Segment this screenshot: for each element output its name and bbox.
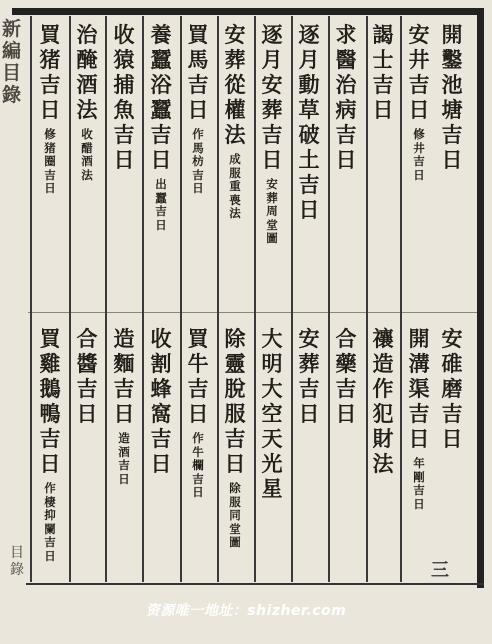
column-rule bbox=[30, 16, 32, 582]
heading-char: 造 bbox=[113, 326, 135, 351]
heading-char: 買 bbox=[187, 22, 209, 47]
entry-note bbox=[44, 128, 56, 196]
top-border bbox=[12, 8, 484, 15]
entry-heading bbox=[336, 22, 357, 172]
heading-char: 池 bbox=[441, 72, 463, 97]
heading-char: 吉 bbox=[335, 376, 357, 401]
heading-char: 雞 bbox=[39, 351, 61, 376]
heading-char: 日 bbox=[113, 401, 135, 426]
entry-note bbox=[44, 482, 56, 563]
toc-entry bbox=[258, 22, 286, 246]
entry-note bbox=[266, 178, 278, 246]
entry-heading bbox=[262, 22, 283, 172]
note-char: 酒 bbox=[118, 444, 130, 459]
note-char: 吉 bbox=[192, 167, 204, 182]
note-char: 棲 bbox=[44, 494, 56, 509]
heading-char: 牛 bbox=[187, 351, 209, 376]
heading-char: 醬 bbox=[76, 351, 98, 376]
entry-note bbox=[229, 482, 241, 550]
heading-char: 日 bbox=[335, 147, 357, 172]
heading-char: 吉 bbox=[261, 122, 283, 147]
note-char: 日 bbox=[44, 181, 56, 195]
heading-char: 天 bbox=[261, 426, 283, 451]
heading-char: 浴 bbox=[150, 72, 172, 97]
column-rule bbox=[105, 16, 107, 582]
note-char: 吉 bbox=[192, 471, 204, 486]
heading-char: 星 bbox=[261, 476, 283, 501]
note-char: 吉 bbox=[413, 154, 425, 168]
heading-char: 日 bbox=[261, 147, 283, 172]
entry-heading bbox=[262, 326, 283, 501]
column-rule bbox=[254, 16, 256, 582]
entry-heading bbox=[77, 326, 98, 426]
heading-char: 錄 bbox=[2, 84, 22, 106]
heading-char: 葬 bbox=[298, 351, 320, 376]
heading-char: 麵 bbox=[113, 351, 135, 376]
heading-char: 吉 bbox=[187, 72, 209, 97]
heading-char: 法 bbox=[224, 122, 246, 147]
heading-char: 大 bbox=[261, 326, 283, 351]
heading-char: 買 bbox=[39, 22, 61, 47]
heading-char: 造 bbox=[372, 351, 394, 376]
heading-char: 吉 bbox=[39, 426, 61, 451]
heading-char: 吉 bbox=[224, 426, 246, 451]
heading-char: 禳 bbox=[372, 326, 394, 351]
note-char: 枋 bbox=[192, 154, 204, 168]
note-char: 吉 bbox=[44, 167, 56, 182]
column-rule bbox=[217, 16, 219, 582]
heading-char: 吉 bbox=[408, 72, 430, 97]
note-char: 猪 bbox=[44, 140, 56, 155]
note-char: 修 bbox=[413, 127, 425, 141]
heading-char: 鵝 bbox=[39, 376, 61, 401]
toc-entry bbox=[258, 326, 286, 501]
heading-char: 吉 bbox=[113, 376, 135, 401]
entry-note bbox=[413, 457, 425, 511]
heading-char: 吉 bbox=[187, 376, 209, 401]
heading-char: 治 bbox=[335, 72, 357, 97]
note-char: 堂 bbox=[229, 521, 241, 536]
note-char: 法 bbox=[81, 167, 93, 182]
entry-heading bbox=[336, 326, 357, 426]
toc-entry bbox=[147, 22, 175, 232]
heading-char: 猪 bbox=[39, 47, 61, 72]
margin-folio bbox=[10, 545, 24, 579]
note-char: 馬 bbox=[192, 140, 204, 155]
heading-char: 日 bbox=[441, 426, 463, 451]
note-char: 牛 bbox=[192, 444, 204, 459]
heading-char: 日 bbox=[150, 147, 172, 172]
column-rule bbox=[180, 16, 182, 582]
note-char: 欄 bbox=[192, 458, 204, 472]
heading-char: 日 bbox=[39, 451, 61, 476]
toc-entry bbox=[73, 326, 101, 426]
column-rule bbox=[291, 16, 293, 582]
heading-char: 馬 bbox=[187, 47, 209, 72]
note-char: 除 bbox=[229, 481, 241, 495]
note-char: 吉 bbox=[44, 535, 56, 549]
toc-entry bbox=[184, 22, 212, 196]
note-char: 日 bbox=[44, 548, 56, 563]
heading-char: 割 bbox=[150, 351, 172, 376]
heading-char: 空 bbox=[261, 401, 283, 426]
toc-entry bbox=[110, 326, 138, 486]
heading-char: 日 bbox=[335, 401, 357, 426]
note-char: 修 bbox=[44, 127, 56, 141]
note-char: 年 bbox=[413, 456, 425, 470]
toc-entry bbox=[405, 22, 433, 182]
heading-char: 明 bbox=[261, 351, 283, 376]
entry-heading bbox=[188, 326, 209, 426]
heading-char: 錄 bbox=[10, 562, 24, 578]
heading-char: 碓 bbox=[441, 351, 463, 376]
heading-char: 日 bbox=[39, 97, 61, 122]
entry-heading bbox=[40, 22, 61, 122]
note-char: 日 bbox=[118, 471, 130, 486]
note-char: 日 bbox=[192, 181, 204, 195]
heading-char: 吉 bbox=[113, 122, 135, 147]
heading-char: 日 bbox=[408, 426, 430, 451]
heading-char: 酒 bbox=[76, 72, 98, 97]
heading-char: 脫 bbox=[224, 376, 246, 401]
note-char: 日 bbox=[192, 485, 204, 499]
heading-char: 收 bbox=[113, 22, 135, 47]
heading-char: 渠 bbox=[408, 376, 430, 401]
note-char: 圖 bbox=[229, 535, 241, 549]
heading-char: 謁 bbox=[372, 22, 394, 47]
toc-entry bbox=[221, 22, 249, 221]
heading-char: 逐 bbox=[298, 22, 320, 47]
heading-char: 收 bbox=[150, 326, 172, 351]
note-char: 剛 bbox=[413, 469, 425, 484]
heading-char: 合 bbox=[335, 326, 357, 351]
column-rule bbox=[69, 16, 71, 582]
heading-char: 買 bbox=[39, 326, 61, 351]
note-char: 同 bbox=[229, 508, 241, 522]
heading-char: 吉 bbox=[150, 426, 172, 451]
toc-entry bbox=[369, 326, 397, 476]
entry-note bbox=[81, 128, 93, 182]
toc-entry bbox=[147, 326, 175, 476]
note-char: 蠶 bbox=[155, 190, 167, 205]
heading-char: 編 bbox=[2, 40, 22, 62]
heading-char: 犯 bbox=[372, 401, 394, 426]
note-char: 作 bbox=[192, 127, 204, 141]
toc-entry bbox=[36, 22, 64, 196]
toc-entry bbox=[295, 22, 323, 222]
heading-char: 葬 bbox=[261, 97, 283, 122]
toc-entry bbox=[332, 326, 360, 426]
heading-char: 逐 bbox=[261, 22, 283, 47]
heading-char: 日 bbox=[113, 147, 135, 172]
note-char: 日 bbox=[413, 496, 425, 511]
toc-entry bbox=[221, 326, 249, 550]
note-char: 醋 bbox=[81, 140, 93, 155]
entry-heading bbox=[188, 22, 209, 122]
entry-heading bbox=[114, 22, 135, 172]
toc-entry bbox=[73, 22, 101, 182]
note-char: 吉 bbox=[155, 204, 167, 218]
entry-heading bbox=[225, 22, 246, 147]
entry-heading bbox=[299, 22, 320, 222]
note-char: 服 bbox=[229, 494, 241, 509]
entry-note bbox=[118, 432, 130, 486]
heading-char: 吉 bbox=[76, 376, 98, 401]
toc-entry bbox=[438, 22, 466, 172]
heading-char: 磨 bbox=[441, 376, 463, 401]
heading-char: 吉 bbox=[150, 122, 172, 147]
heading-char: 捕 bbox=[113, 72, 135, 97]
note-char: 井 bbox=[413, 140, 425, 155]
bottom-border bbox=[26, 583, 484, 585]
note-char: 酒 bbox=[81, 154, 93, 168]
heading-char: 葬 bbox=[224, 47, 246, 72]
entry-heading bbox=[299, 326, 320, 426]
note-char: 圖 bbox=[266, 231, 278, 245]
heading-char: 從 bbox=[224, 72, 246, 97]
entry-heading bbox=[114, 326, 135, 426]
toc-entry bbox=[405, 326, 433, 511]
toc-entry bbox=[332, 22, 360, 172]
note-char: 抑 bbox=[44, 508, 56, 522]
heading-char: 土 bbox=[298, 147, 320, 172]
toc-entry bbox=[369, 22, 397, 122]
heading-char: 塘 bbox=[441, 97, 463, 122]
heading-char: 溝 bbox=[408, 351, 430, 376]
margin-title bbox=[2, 18, 21, 106]
heading-char: 猿 bbox=[113, 47, 135, 72]
heading-char: 除 bbox=[224, 326, 246, 351]
heading-char: 日 bbox=[441, 147, 463, 172]
heading-char: 日 bbox=[187, 401, 209, 426]
entry-note bbox=[413, 128, 425, 182]
heading-char: 服 bbox=[224, 401, 246, 426]
entry-note bbox=[192, 128, 204, 196]
heading-char: 權 bbox=[224, 97, 246, 122]
column-rule bbox=[328, 16, 330, 582]
heading-char: 破 bbox=[298, 122, 320, 147]
entry-heading bbox=[151, 326, 172, 476]
heading-char: 蠶 bbox=[150, 47, 172, 72]
heading-char: 日 bbox=[187, 97, 209, 122]
heading-char: 蜂 bbox=[150, 376, 172, 401]
heading-char: 目 bbox=[2, 62, 22, 84]
heading-char: 吉 bbox=[335, 122, 357, 147]
toc-entry bbox=[184, 326, 212, 500]
entry-heading bbox=[373, 22, 394, 122]
heading-char: 法 bbox=[372, 451, 394, 476]
heading-char: 吉 bbox=[408, 401, 430, 426]
heading-char: 魚 bbox=[113, 97, 135, 122]
note-char: 作 bbox=[44, 481, 56, 495]
heading-char: 光 bbox=[261, 451, 283, 476]
heading-char: 財 bbox=[372, 426, 394, 451]
heading-char: 吉 bbox=[298, 172, 320, 197]
heading-char: 合 bbox=[76, 326, 98, 351]
note-char: 吉 bbox=[413, 483, 425, 497]
heading-char: 藥 bbox=[335, 351, 357, 376]
heading-char: 吉 bbox=[39, 72, 61, 97]
column-rule bbox=[366, 16, 368, 582]
note-char: 重 bbox=[229, 179, 241, 193]
heading-char: 安 bbox=[261, 72, 283, 97]
heading-char: 日 bbox=[298, 401, 320, 426]
heading-char: 蠶 bbox=[150, 97, 172, 122]
entry-heading bbox=[442, 326, 463, 451]
note-char: 吉 bbox=[118, 458, 130, 472]
heading-char: 動 bbox=[298, 72, 320, 97]
heading-char: 目 bbox=[10, 545, 24, 561]
heading-char: 日 bbox=[372, 97, 394, 122]
note-char: 日 bbox=[413, 167, 425, 182]
heading-char: 買 bbox=[187, 326, 209, 351]
heading-char: 鑿 bbox=[441, 47, 463, 72]
entry-note bbox=[192, 432, 204, 500]
note-char: 堂 bbox=[266, 217, 278, 232]
note-char: 服 bbox=[229, 165, 241, 180]
heading-char: 草 bbox=[298, 97, 320, 122]
toc-entry bbox=[295, 326, 323, 426]
note-char: 葬 bbox=[266, 190, 278, 205]
entry-heading bbox=[409, 326, 430, 451]
heading-char: 窩 bbox=[150, 401, 172, 426]
note-char: 圈 bbox=[44, 154, 56, 168]
heading-char: 治 bbox=[76, 22, 98, 47]
watermark-text: 资源唯一地址：shizher.com bbox=[145, 603, 347, 619]
heading-char: 醃 bbox=[76, 47, 98, 72]
note-char: 安 bbox=[266, 177, 278, 191]
entry-heading bbox=[77, 22, 98, 122]
note-char: 周 bbox=[266, 204, 278, 218]
heading-char: 病 bbox=[335, 97, 357, 122]
entry-note bbox=[155, 178, 167, 232]
heading-char: 法 bbox=[76, 97, 98, 122]
heading-char: 日 bbox=[298, 197, 320, 222]
heading-char: 開 bbox=[408, 326, 430, 351]
note-char: 日 bbox=[155, 217, 167, 232]
note-char: 成 bbox=[229, 152, 241, 166]
heading-char: 吉 bbox=[372, 72, 394, 97]
entry-heading bbox=[151, 22, 172, 172]
heading-char: 日 bbox=[150, 451, 172, 476]
column-rule bbox=[400, 16, 402, 582]
heading-char: 安 bbox=[224, 22, 246, 47]
heading-char: 日 bbox=[224, 451, 246, 476]
toc-entry bbox=[438, 326, 466, 451]
heading-char: 安 bbox=[298, 326, 320, 351]
heading-char: 新 bbox=[2, 18, 22, 40]
note-char: 法 bbox=[229, 206, 241, 220]
heading-char: 養 bbox=[150, 22, 172, 47]
toc-entry bbox=[36, 326, 64, 563]
heading-char: 醫 bbox=[335, 47, 357, 72]
register-divider bbox=[28, 312, 477, 313]
note-char: 作 bbox=[192, 431, 204, 445]
page-number: 三 bbox=[431, 560, 449, 581]
heading-char: 吉 bbox=[441, 122, 463, 147]
column-rule bbox=[142, 16, 144, 582]
note-char: 造 bbox=[118, 431, 130, 445]
entry-note bbox=[229, 153, 241, 221]
note-char: 出 bbox=[155, 177, 167, 191]
note-char: 收 bbox=[81, 127, 93, 141]
heading-char: 日 bbox=[76, 401, 98, 426]
heading-char: 大 bbox=[261, 376, 283, 401]
note-char: 喪 bbox=[229, 192, 241, 207]
entry-heading bbox=[40, 326, 61, 476]
heading-char: 月 bbox=[298, 47, 320, 72]
entry-heading bbox=[409, 22, 430, 122]
heading-char: 日 bbox=[408, 97, 430, 122]
heading-char: 士 bbox=[372, 47, 394, 72]
note-char: 闌 bbox=[44, 521, 56, 536]
heading-char: 安 bbox=[441, 326, 463, 351]
heading-char: 開 bbox=[441, 22, 463, 47]
toc-entry bbox=[110, 22, 138, 172]
heading-char: 井 bbox=[408, 47, 430, 72]
heading-char: 吉 bbox=[441, 401, 463, 426]
heading-char: 月 bbox=[261, 47, 283, 72]
heading-char: 吉 bbox=[298, 376, 320, 401]
heading-char: 求 bbox=[335, 22, 357, 47]
heading-char: 鴨 bbox=[39, 401, 61, 426]
right-border bbox=[477, 8, 484, 588]
entry-heading bbox=[225, 326, 246, 476]
heading-char: 作 bbox=[372, 376, 394, 401]
entry-heading bbox=[442, 22, 463, 172]
entry-heading bbox=[373, 326, 394, 476]
heading-char: 靈 bbox=[224, 351, 246, 376]
heading-char: 安 bbox=[408, 22, 430, 47]
